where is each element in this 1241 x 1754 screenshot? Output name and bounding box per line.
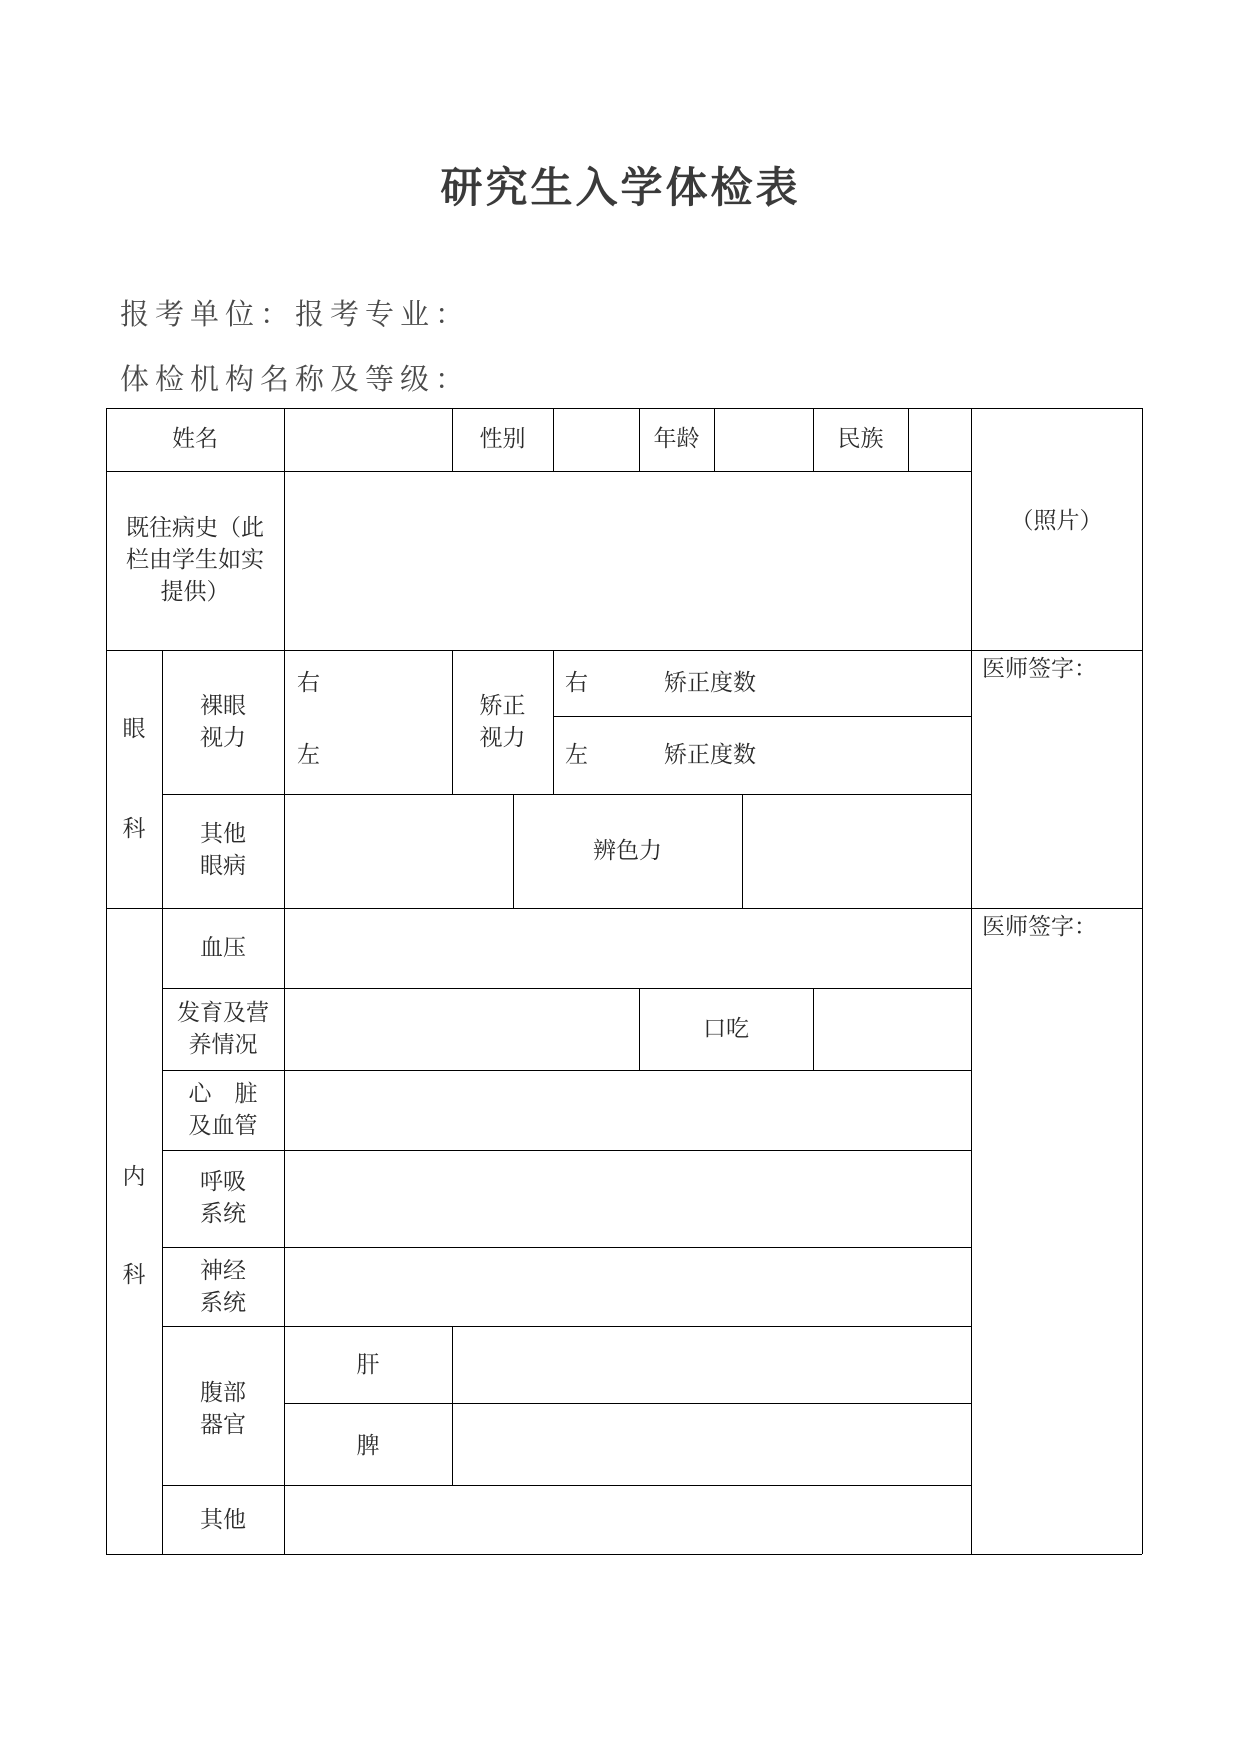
respiratory-label: 呼吸 — [200, 1169, 246, 1195]
naked-vision-label: 裸眼 — [200, 693, 246, 719]
age-label: 年龄 — [653, 426, 700, 452]
correction-degree-right-label: 矫正度数 — [664, 670, 756, 696]
corrected-vision-label: 矫正 — [479, 693, 526, 719]
development-label: 养情况 — [188, 1032, 258, 1058]
name-field[interactable] — [285, 409, 451, 470]
other-eye-disease-label: 眼病 — [200, 853, 246, 879]
development-label: 发育及营 — [177, 1000, 269, 1026]
spleen-label: 脾 — [356, 1433, 380, 1459]
naked-right-label: 右 — [297, 670, 320, 696]
internal-doctor-signature-label: 医师签字： — [982, 914, 1097, 940]
respiratory-field[interactable] — [285, 1151, 970, 1246]
color-vision-field[interactable] — [743, 795, 970, 907]
medical-history-label: 既往病史（此 — [126, 515, 264, 541]
ethnicity-field[interactable] — [909, 409, 970, 470]
grid-line — [971, 408, 972, 1554]
medical-history-field[interactable] — [285, 472, 970, 649]
naked-left-label: 左 — [297, 742, 320, 768]
corrected-vision-label: 视力 — [479, 725, 526, 751]
stutter-label: 口吃 — [703, 1016, 749, 1042]
eye-section-label: 眼 — [122, 716, 146, 742]
stutter-field[interactable] — [814, 989, 970, 1069]
correction-degree-left-label: 矫正度数 — [664, 742, 756, 768]
liver-label: 肝 — [356, 1352, 380, 1378]
abdominal-organs-label: 腹部 — [200, 1380, 246, 1406]
respiratory-label: 系统 — [200, 1201, 246, 1227]
nervous-system-label: 神经 — [200, 1258, 246, 1284]
abdominal-organs-label: 器官 — [200, 1412, 246, 1438]
gender-field[interactable] — [554, 409, 638, 470]
exam-institution-line: 体检机构名称及等级： — [120, 362, 471, 396]
ethnicity-label: 民族 — [837, 426, 884, 452]
gender-label: 性别 — [479, 426, 526, 452]
corrected-left-label: 左 — [565, 742, 588, 768]
border-line — [106, 1554, 1142, 1555]
other-internal-field[interactable] — [285, 1486, 970, 1553]
photo-placeholder: （照片） — [1010, 508, 1103, 534]
health-exam-form — [106, 408, 1142, 1554]
medical-history-label: 提供） — [160, 579, 230, 605]
development-field[interactable] — [285, 989, 638, 1069]
cardiovascular-label: 及血管 — [188, 1113, 258, 1139]
name-label: 姓名 — [172, 426, 218, 452]
blood-pressure-field[interactable] — [285, 909, 970, 987]
applicant-info-line: 报考单位：报考专业： — [120, 297, 471, 331]
eye-doctor-signature-label: 医师签字： — [982, 656, 1097, 682]
naked-vision-label: 视力 — [200, 725, 246, 751]
page-title: 研究生入学体检表 — [440, 163, 801, 212]
spleen-field[interactable] — [453, 1404, 970, 1484]
other-internal-label: 其他 — [200, 1507, 246, 1533]
cardiovascular-field[interactable] — [285, 1071, 970, 1149]
nervous-system-label: 系统 — [200, 1290, 246, 1316]
blood-pressure-label: 血压 — [200, 935, 246, 961]
border-line — [1142, 408, 1143, 1554]
nervous-system-field[interactable] — [285, 1248, 970, 1325]
color-vision-label: 辨色力 — [593, 838, 662, 864]
grid-line — [553, 716, 971, 717]
internal-section-label: 内 — [122, 1164, 146, 1190]
corrected-right-label: 右 — [565, 670, 588, 696]
eye-section-label: 科 — [122, 816, 146, 842]
grid-line — [106, 650, 1142, 651]
other-eye-disease-label: 其他 — [200, 821, 246, 847]
liver-field[interactable] — [453, 1327, 970, 1402]
other-eye-disease-field[interactable] — [285, 795, 512, 907]
cardiovascular-label: 心 脏 — [188, 1081, 258, 1107]
internal-section-label: 科 — [122, 1262, 146, 1288]
grid-line — [553, 650, 554, 794]
medical-history-label: 栏由学生如实 — [126, 547, 264, 573]
age-field[interactable] — [715, 409, 812, 470]
